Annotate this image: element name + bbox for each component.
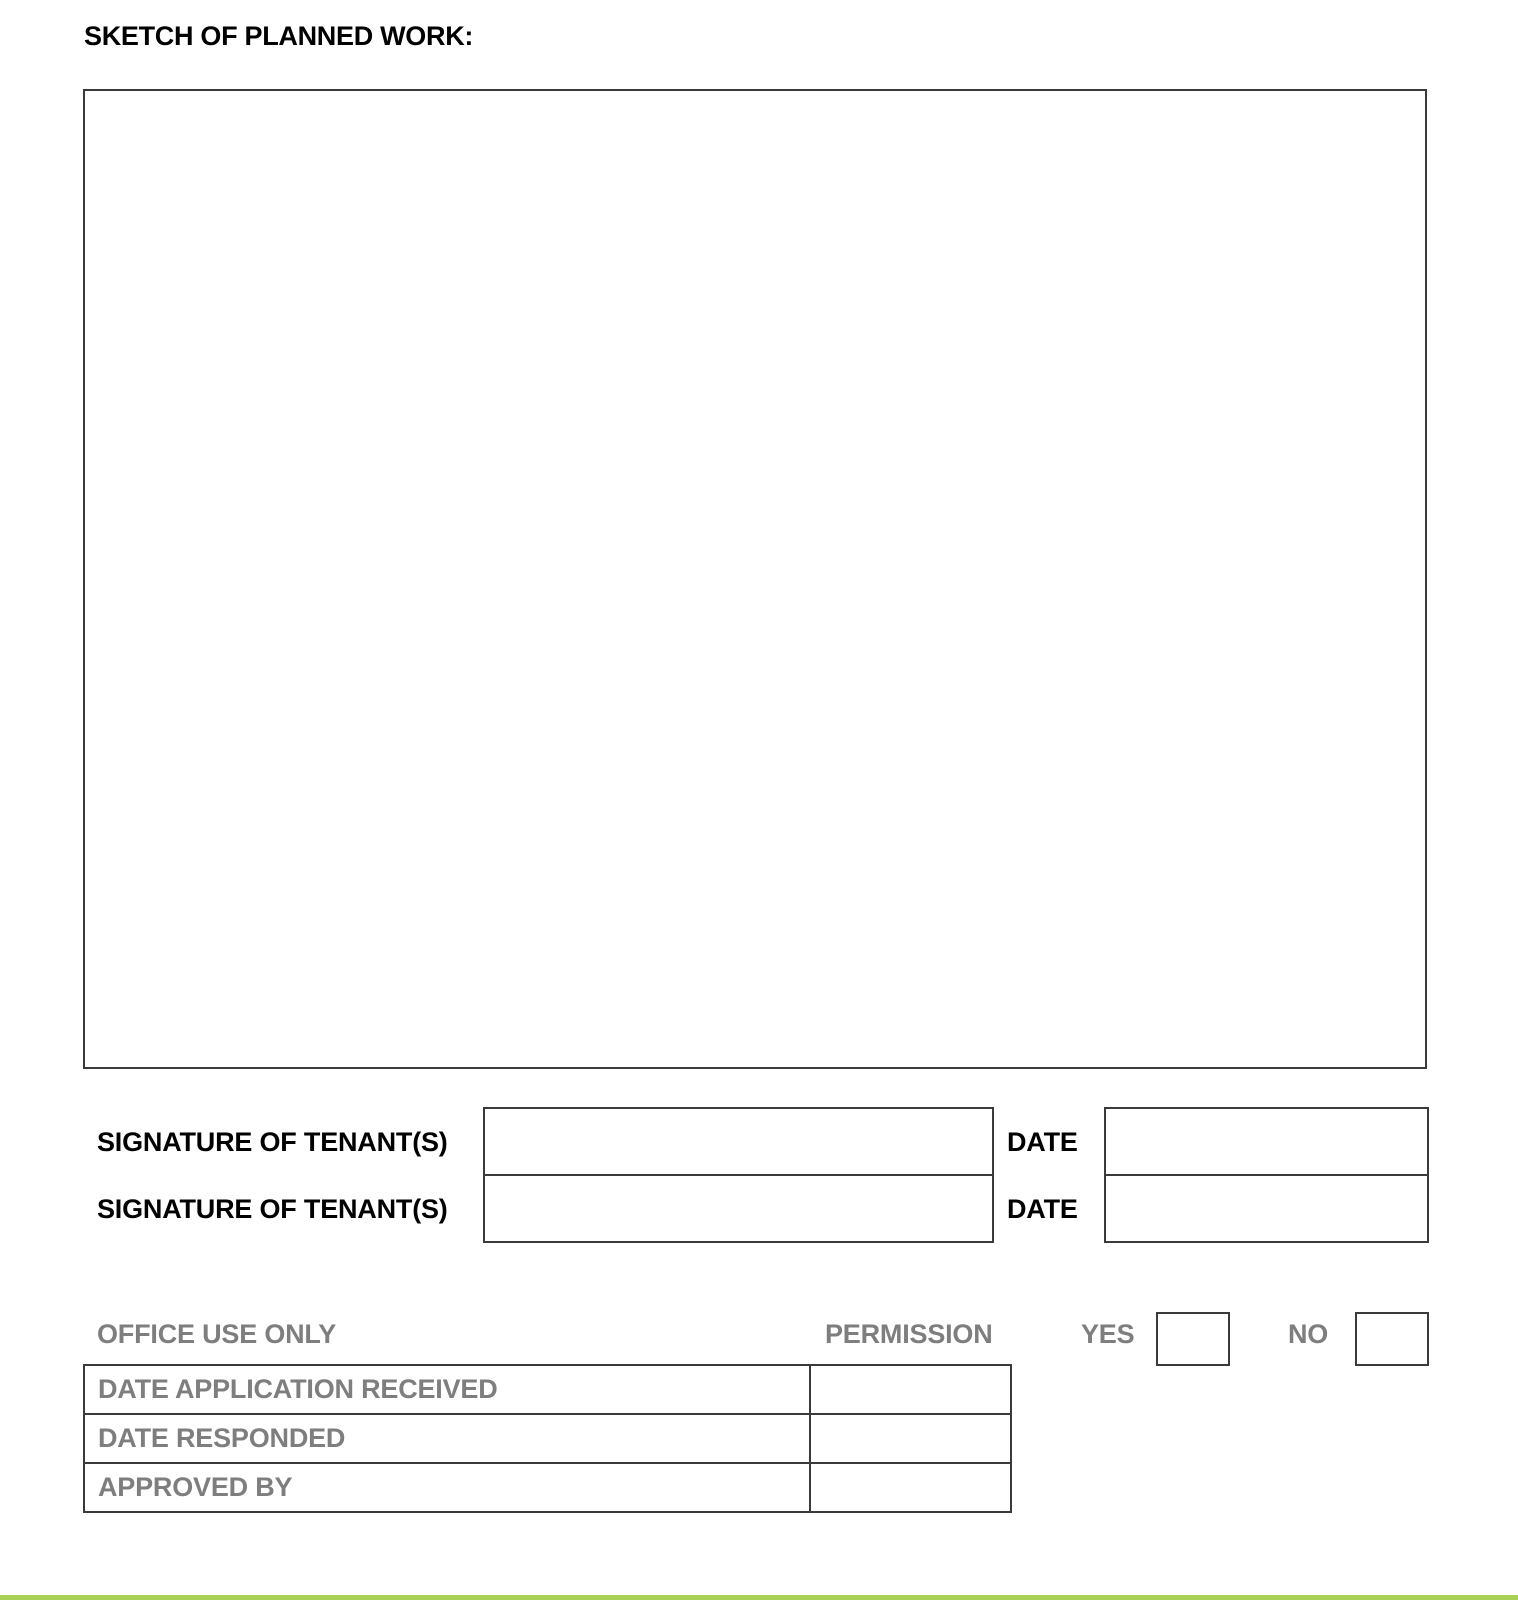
row-label-date-received: DATE APPLICATION RECEIVED	[84, 1365, 810, 1414]
row-label-date-responded: DATE RESPONDED	[84, 1414, 810, 1463]
signature-field-2[interactable]	[483, 1174, 994, 1243]
row-label-approved-by: APPROVED BY	[84, 1463, 810, 1512]
date-received-field[interactable]	[810, 1365, 1011, 1414]
office-use-title: OFFICE USE ONLY	[97, 1319, 337, 1349]
table-row	[84, 1414, 1011, 1463]
date-field-1[interactable]	[1104, 1107, 1429, 1176]
office-use-table	[83, 1364, 1012, 1513]
signature-label-1: SIGNATURE OF TENANT(S)	[97, 1127, 448, 1157]
permission-label: PERMISSION	[825, 1319, 993, 1349]
table-row	[84, 1365, 1011, 1414]
sketch-heading: SKETCH OF PLANNED WORK:	[84, 21, 474, 51]
date-label-1: DATE	[1007, 1127, 1078, 1157]
approved-by-field[interactable]	[810, 1463, 1011, 1512]
signature-field-1[interactable]	[483, 1107, 994, 1176]
yes-label: YES	[1081, 1319, 1135, 1349]
sketch-area[interactable]	[83, 89, 1427, 1069]
table-row	[84, 1463, 1011, 1512]
no-checkbox[interactable]	[1355, 1312, 1429, 1366]
yes-checkbox[interactable]	[1156, 1312, 1230, 1366]
footer-accent-rule	[0, 1595, 1518, 1600]
date-label-2: DATE	[1007, 1194, 1078, 1224]
date-field-2[interactable]	[1104, 1174, 1429, 1243]
signature-label-2: SIGNATURE OF TENANT(S)	[97, 1194, 448, 1224]
no-label: NO	[1288, 1319, 1329, 1349]
date-responded-field[interactable]	[810, 1414, 1011, 1463]
